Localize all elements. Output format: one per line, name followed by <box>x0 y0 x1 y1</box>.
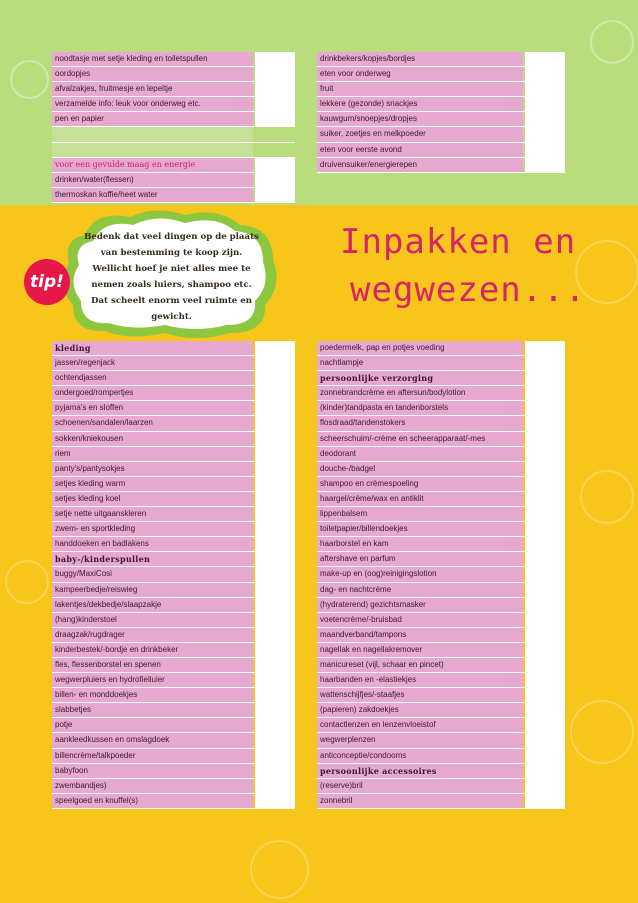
checklist-row <box>317 82 565 97</box>
checklist-row <box>317 447 565 462</box>
checklist-item-label: afvalzakjes, fruitmesje en lepeltje <box>52 82 253 96</box>
checklist-item-label: slabbetjes <box>52 703 253 717</box>
checklist-row <box>317 416 565 431</box>
checklist-row <box>317 794 565 809</box>
checkbox[interactable] <box>525 447 565 461</box>
checklist-row <box>317 97 565 112</box>
checkbox[interactable] <box>255 173 295 187</box>
checklist-row <box>52 52 295 67</box>
checklist-row <box>317 356 565 371</box>
checkbox <box>255 127 295 141</box>
checkbox[interactable] <box>525 718 565 732</box>
checkbox[interactable] <box>525 537 565 551</box>
checklist-item-label: deodorant <box>317 447 523 461</box>
checklist-row <box>52 673 295 688</box>
checklist-row <box>52 447 295 462</box>
checklist-item-label: voor een gevulde maag en energie <box>52 158 253 172</box>
checklist-item-label: persoonlijke accessoires <box>317 764 523 778</box>
checklist-item-label: eten voor eerste avond <box>317 143 523 157</box>
checkbox[interactable] <box>525 462 565 476</box>
checkbox[interactable] <box>255 794 295 808</box>
checklist-row <box>52 703 295 718</box>
checkbox[interactable] <box>255 507 295 521</box>
checkbox[interactable] <box>255 567 295 581</box>
checklist-item-label: pen en papier <box>52 112 253 126</box>
checklist-row <box>52 552 295 567</box>
checkbox[interactable] <box>255 492 295 506</box>
checklist-item-label: sokken/kniekousen <box>52 432 253 446</box>
checklist-row <box>317 598 565 613</box>
checklist-row <box>317 67 565 82</box>
checkbox[interactable] <box>525 341 565 355</box>
checklist-row <box>317 764 565 779</box>
checklist-item-label: douche-/badgel <box>317 462 523 476</box>
checklist-item-label: schoenen/sandalen/laarzen <box>52 416 253 430</box>
checklist-row <box>317 733 565 748</box>
checklist-row <box>52 371 295 386</box>
checklist-row <box>317 477 565 492</box>
checklist-item-label: ochtendjassen <box>52 371 253 385</box>
checklist-row <box>52 522 295 537</box>
checklist-row <box>52 477 295 492</box>
checkbox[interactable] <box>525 67 565 81</box>
checkbox[interactable] <box>525 598 565 612</box>
checklist-item-label: shampoo en crèmespoeling <box>317 477 523 491</box>
checklist-item-label: maandverband/tampons <box>317 628 523 642</box>
checkbox[interactable] <box>525 764 565 778</box>
checklist-item-label: zonnebril <box>317 794 523 808</box>
checklist-row <box>317 718 565 733</box>
checkbox[interactable] <box>255 356 295 370</box>
checklist-item-label: zwembandjes) <box>52 779 253 793</box>
checklist-row <box>317 628 565 643</box>
checkbox[interactable] <box>255 401 295 415</box>
checkbox[interactable] <box>255 447 295 461</box>
checklist-item-label: nagellak en nagellakremover <box>317 643 523 657</box>
checklist-row <box>52 341 295 356</box>
checklist-item-label: babyfoon <box>52 764 253 778</box>
checklist-row <box>317 371 565 386</box>
checklist-row <box>52 432 295 447</box>
checklist-row <box>317 341 565 356</box>
checklist-row <box>52 613 295 628</box>
checklist-item-label: kleding <box>52 341 253 355</box>
checklist-item-label: buggy/MaxiCosi <box>52 567 253 581</box>
checklist-item-label: fruit <box>317 82 523 96</box>
checklist-item-label: aftershave en parfum <box>317 552 523 566</box>
checklist-item-label: verzamelde info: leuk voor onderweg etc. <box>52 97 253 111</box>
checkbox[interactable] <box>525 658 565 672</box>
checklist-item-label: haarborstel en kam <box>317 537 523 551</box>
checklist-item-label: drinken/water(flessen) <box>52 173 253 187</box>
checkbox[interactable] <box>255 703 295 717</box>
checklist-row <box>317 112 565 127</box>
checklist-row <box>52 462 295 477</box>
checklist-row <box>52 416 295 431</box>
checkbox[interactable] <box>525 688 565 702</box>
checklist-row <box>52 173 295 188</box>
checklist-item-label: scheerschuim/-crème en scheerapparaat/-mes <box>317 432 523 446</box>
checklist-row <box>317 52 565 67</box>
checklist-item-label: (papieren) zakdoekjes <box>317 703 523 717</box>
checkbox[interactable] <box>255 82 295 96</box>
checklist-item-label: kauwgum/snoepjes/dropjes <box>317 112 523 126</box>
checklist-item-label: noodtasje met setje kleding en toiletspullen <box>52 52 253 66</box>
doodle-circle <box>5 560 49 604</box>
checklist-row <box>317 658 565 673</box>
checklist-item-label: billen- en monddoekjes <box>52 688 253 702</box>
checklist-item-label: wattenschijfjes/-staafjes <box>317 688 523 702</box>
checklist-row <box>317 432 565 447</box>
checklist-row <box>317 643 565 658</box>
checklist-item-label: riem <box>52 447 253 461</box>
checkbox[interactable] <box>255 386 295 400</box>
doodle-circle <box>250 840 309 899</box>
checkbox[interactable] <box>255 628 295 642</box>
checkbox[interactable] <box>255 97 295 111</box>
checklist-item-label: haarbanden en -elastiekjes <box>317 673 523 687</box>
checklist-row <box>317 492 565 507</box>
checklist-row <box>317 386 565 401</box>
checkbox[interactable] <box>525 82 565 96</box>
checklist-row <box>52 97 295 112</box>
checklist-item-label <box>52 127 253 141</box>
checklist-row <box>52 492 295 507</box>
doodle-circle <box>570 700 634 764</box>
checklist-row <box>52 82 295 97</box>
checklist-row <box>52 386 295 401</box>
checklist-row <box>52 158 295 173</box>
checkbox[interactable] <box>525 416 565 430</box>
checklist-item-label: zonnebrandcrème en aftersun/bodylotion <box>317 386 523 400</box>
checklist-item-label: nachtlampje <box>317 356 523 370</box>
checkbox[interactable] <box>255 733 295 747</box>
checklist-row <box>52 143 295 158</box>
checklist-item-label: draagzak/rugdrager <box>52 628 253 642</box>
checklist-item-label: oordopjes <box>52 67 253 81</box>
checkbox[interactable] <box>525 779 565 793</box>
checkbox[interactable] <box>255 718 295 732</box>
checklist-item-label: voetencrème/-bruisbad <box>317 613 523 627</box>
checkbox[interactable] <box>255 552 295 566</box>
checklist-row <box>52 764 295 779</box>
tip-badge: tip! <box>24 259 70 305</box>
checklist-item-label: (hang)kinderstoel <box>52 613 253 627</box>
checklist-row <box>317 779 565 794</box>
checkbox[interactable] <box>255 477 295 491</box>
checklist-item-label: contactlenzen en lenzenvloeistof <box>317 718 523 732</box>
checkbox[interactable] <box>525 673 565 687</box>
checklist-item-label: lippenbalsem <box>317 507 523 521</box>
checklist-item-label: setjes kleding warm <box>52 477 253 491</box>
checklist-row <box>317 127 565 142</box>
list-bottom-right <box>317 341 565 809</box>
checklist-row <box>52 356 295 371</box>
checkbox[interactable] <box>255 112 295 126</box>
tip-text: Bedenk dat veel dingen op de plaats van bestemming te koop zijn. Wellicht hoef je niet alles mee te nemen zoals luiers, shampoo etc. Dat scheelt enorm veel ruimte en gewicht. <box>84 232 259 322</box>
checklist-row <box>52 67 295 82</box>
checklist-row <box>52 537 295 552</box>
checklist-item-label: ondergoed/rompertjes <box>52 386 253 400</box>
checklist-row <box>317 522 565 537</box>
checklist-item-label: thermoskan koffie/heet water <box>52 188 253 202</box>
checkbox[interactable] <box>255 583 295 597</box>
checklist-item-label: wegwerplenzen <box>317 733 523 747</box>
checkbox[interactable] <box>255 371 295 385</box>
checklist-item-label: (hydraterend) gezichtsmasker <box>317 598 523 612</box>
doodle-circle <box>10 60 49 99</box>
checklist-row <box>317 401 565 416</box>
list-bottom-left <box>52 341 295 809</box>
checklist-row <box>317 673 565 688</box>
checklist-item-label: pyjama's en sloffen <box>52 401 253 415</box>
checkbox[interactable] <box>525 386 565 400</box>
checklist-item-label: fles, flessenborstel en spenen <box>52 658 253 672</box>
checkbox[interactable] <box>525 477 565 491</box>
checkbox[interactable] <box>255 432 295 446</box>
checkbox[interactable] <box>255 188 295 202</box>
checklist-row <box>52 112 295 127</box>
checklist-item-label: zwem- en sportkleding <box>52 522 253 536</box>
checklist-item-label: eten voor onderweg <box>317 67 523 81</box>
checkbox[interactable] <box>525 507 565 521</box>
checkbox[interactable] <box>255 598 295 612</box>
checklist-row <box>317 552 565 567</box>
checklist-item-label <box>52 143 253 157</box>
checkbox[interactable] <box>525 143 565 157</box>
checkbox[interactable] <box>525 552 565 566</box>
checkbox[interactable] <box>525 112 565 126</box>
checkbox[interactable] <box>255 67 295 81</box>
checkbox[interactable] <box>255 749 295 763</box>
checklist-row <box>317 537 565 552</box>
checklist-item-label: anticonceptie/condooms <box>317 749 523 763</box>
checklist-item-label: manicureset (vijl, schaar en pincet) <box>317 658 523 672</box>
checkbox <box>255 143 295 157</box>
checklist-item-label: jassen/regenjack <box>52 356 253 370</box>
checklist-item-label: haargel/crème/wax en antiklit <box>317 492 523 506</box>
checklist-item-label: lakentjes/dekbedje/slaapzakje <box>52 598 253 612</box>
checklist-row <box>317 462 565 477</box>
checklist-item-label: dag- en nachtcrème <box>317 583 523 597</box>
checkbox[interactable] <box>525 432 565 446</box>
checklist-row <box>317 688 565 703</box>
page-title <box>340 218 600 314</box>
checklist-row <box>52 779 295 794</box>
checkbox[interactable] <box>525 703 565 717</box>
checkbox[interactable] <box>255 688 295 702</box>
checkbox[interactable] <box>525 127 565 141</box>
checklist-row <box>317 507 565 522</box>
checklist-row <box>52 188 295 203</box>
list-top-left <box>52 52 295 203</box>
checklist-item-label: poedermelk, pap en potjes voeding <box>317 341 523 355</box>
checklist-item-label: setjes kleding koel <box>52 492 253 506</box>
checkbox[interactable] <box>255 341 295 355</box>
checklist-row <box>52 733 295 748</box>
checklist-item-label: drinkbekers/kopjes/bordjes <box>317 52 523 66</box>
checkbox[interactable] <box>525 522 565 536</box>
checklist-item-label: wegwerpluiers en hydrofielluier <box>52 673 253 687</box>
checkbox[interactable] <box>525 583 565 597</box>
checkbox[interactable] <box>525 97 565 111</box>
doodle-circle <box>590 20 634 64</box>
checklist-row <box>317 703 565 718</box>
checkbox[interactable] <box>255 158 295 172</box>
checkbox[interactable] <box>525 567 565 581</box>
checklist-item-label: (reserve)bril <box>317 779 523 793</box>
checklist-row <box>52 401 295 416</box>
checkbox[interactable] <box>525 613 565 627</box>
checkbox[interactable] <box>525 371 565 385</box>
title-line-1: Inpakken en <box>340 222 577 262</box>
checkbox[interactable] <box>255 643 295 657</box>
checkbox[interactable] <box>255 764 295 778</box>
title-line-2: wegwezen... <box>350 270 587 310</box>
checklist-row <box>52 628 295 643</box>
checkbox[interactable] <box>525 794 565 808</box>
checklist-row <box>52 688 295 703</box>
checklist-row <box>52 127 295 142</box>
checklist-row <box>52 507 295 522</box>
checklist-item-label: (kinder)tandpasta en tandenborstels <box>317 401 523 415</box>
checkbox[interactable] <box>525 158 565 172</box>
checklist-row <box>317 749 565 764</box>
checklist-item-label: persoonlijke verzorging <box>317 371 523 385</box>
checkbox[interactable] <box>255 416 295 430</box>
checklist-item-label: potje <box>52 718 253 732</box>
checklist-item-label: baby-/kinderspullen <box>52 552 253 566</box>
checklist-item-label: kinderbestek/-bordje en drinkbeker <box>52 643 253 657</box>
checklist-row <box>52 658 295 673</box>
checklist-item-label: speelgoed en knuffel(s) <box>52 794 253 808</box>
checkbox[interactable] <box>255 613 295 627</box>
checkbox[interactable] <box>525 628 565 642</box>
checklist-row <box>52 583 295 598</box>
checklist-item-label: toiletpapier/billendoekjes <box>317 522 523 536</box>
checkbox[interactable] <box>525 401 565 415</box>
checklist-row <box>52 794 295 809</box>
checklist-row <box>317 583 565 598</box>
checkbox[interactable] <box>255 658 295 672</box>
checklist-item-label: kampeerbedje/reiswieg <box>52 583 253 597</box>
checkbox[interactable] <box>255 779 295 793</box>
checklist-item-label: aankleedkussen en omslagdoek <box>52 733 253 747</box>
checkbox[interactable] <box>255 462 295 476</box>
checklist-item-label: handdoeken en badlakens <box>52 537 253 551</box>
checklist-item-label: panty's/pantysokjes <box>52 462 253 476</box>
checkbox[interactable] <box>525 356 565 370</box>
list-top-right <box>317 52 565 173</box>
checklist-row <box>317 567 565 582</box>
checklist-item-label: flosdraad/tandenstokers <box>317 416 523 430</box>
checklist-row <box>317 158 565 173</box>
checkbox[interactable] <box>255 522 295 536</box>
checklist-item-label: billencrème/talkpoeder <box>52 749 253 763</box>
doodle-circle <box>580 470 634 524</box>
checklist-item-label: druivensuiker/energierepen <box>317 158 523 172</box>
checkbox[interactable] <box>525 492 565 506</box>
checklist-row <box>317 613 565 628</box>
checkbox[interactable] <box>525 52 565 66</box>
checklist-item-label: make-up en (oog)reinigingslotion <box>317 567 523 581</box>
checkbox[interactable] <box>255 52 295 66</box>
checklist-item-label: lekkere (gezonde) snackjes <box>317 97 523 111</box>
checkbox[interactable] <box>255 673 295 687</box>
checklist-row <box>317 143 565 158</box>
checklist-row <box>52 567 295 582</box>
checkbox[interactable] <box>525 749 565 763</box>
checklist-row <box>52 718 295 733</box>
checkbox[interactable] <box>525 733 565 747</box>
checklist-item-label: suiker, zoetjes en melkpoeder <box>317 127 523 141</box>
checklist-row <box>52 749 295 764</box>
checklist-row <box>52 598 295 613</box>
checklist-item-label: setje nette uitgaanskleren <box>52 507 253 521</box>
checkbox[interactable] <box>525 643 565 657</box>
checklist-row <box>52 643 295 658</box>
checkbox[interactable] <box>255 537 295 551</box>
